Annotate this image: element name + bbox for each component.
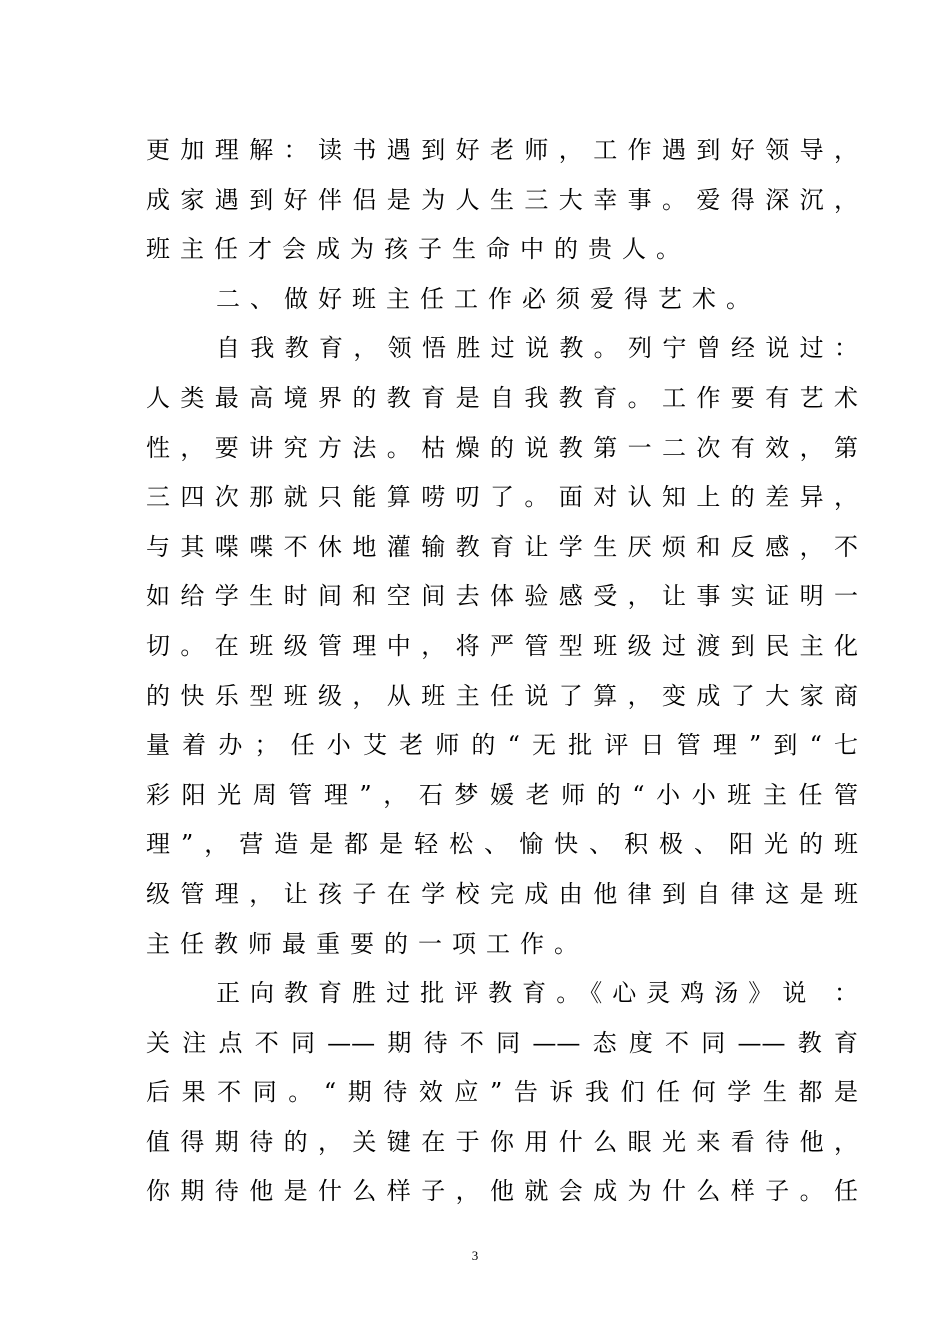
text-line: 级管理，让孩子在学校完成由他律到自律这是班	[146, 879, 858, 908]
text-line: 成家遇到好伴侣是为人生三大幸事。爱得深沉，	[146, 185, 858, 214]
text-line: 自我教育，领悟胜过说教。列宁曾经说过：	[216, 334, 858, 363]
text-line: 如给学生时间和空间去体验感受，让事实证明一	[146, 582, 858, 611]
text-line: 关注点不同——期待不同——态度不同——教育	[146, 1028, 858, 1057]
text-line: 后果不同。“期待效应”告诉我们任何学生都是	[146, 1078, 858, 1107]
text-line: 正向教育胜过批评教育。《心灵鸡汤》说 ：	[216, 979, 858, 1008]
text-line: 人类最高境界的教育是自我教育。工作要有艺术	[146, 383, 858, 412]
text-line: 性，要讲究方法。枯燥的说教第一二次有效，第	[146, 433, 858, 462]
text-line: 切。在班级管理中，将严管型班级过渡到民主化	[146, 631, 858, 660]
document-body	[146, 126, 858, 1217]
text-line: 量着办；任小艾老师的“无批评日管理”到“七	[146, 731, 858, 760]
text-line: 的快乐型班级，从班主任说了算，变成了大家商	[146, 681, 858, 710]
section-heading: 二、做好班主任工作必须爱得艺术。	[216, 284, 760, 313]
text-line: 与其喋喋不休地灌输教育让学生厌烦和反感，不	[146, 532, 858, 561]
page-number: 3	[471, 1248, 479, 1263]
text-line: 理”，营造是都是轻松、愉快、积极、阳光的班	[146, 830, 858, 859]
text-line: 主任教师最重要的一项工作。	[146, 929, 588, 958]
text-line: 更加理解：读书遇到好老师，工作遇到好领导，	[146, 136, 858, 164]
text-line: 你期待他是什么样子，他就会成为什么样子。任	[146, 1177, 858, 1206]
text-line: 三四次那就只能算唠叨了。面对认知上的差异，	[146, 483, 858, 512]
text-line: 班主任才会成为孩子生命中的贵人。	[146, 235, 690, 264]
text-line: 彩阳光周管理”，石梦媛老师的“小小班主任管	[146, 780, 858, 809]
text-line: 值得期待的，关键在于你用什么眼光来看待他，	[146, 1127, 858, 1156]
